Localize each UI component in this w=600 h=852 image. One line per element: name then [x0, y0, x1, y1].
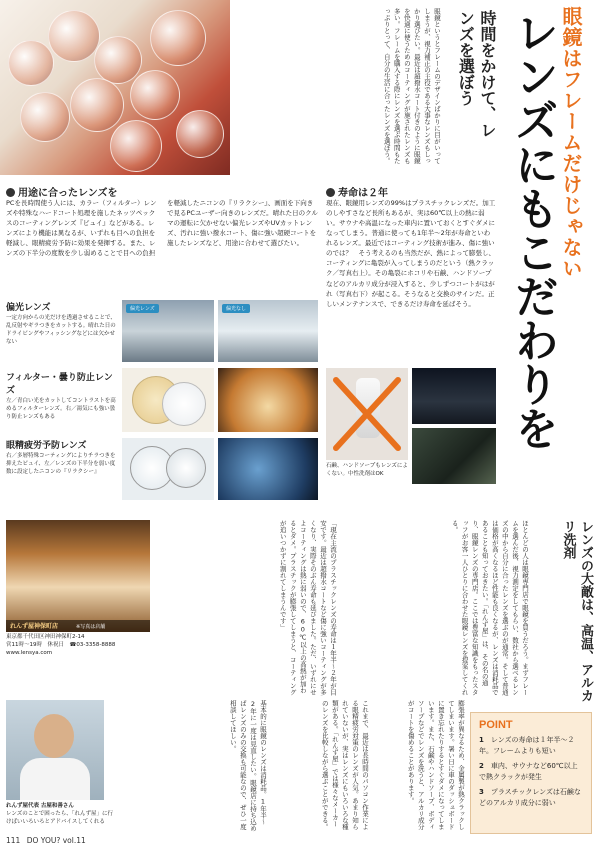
last-col-1: 膨張率が異なるため、金属製が熱クラックしてしまいます。暑い日に車のダッシュボードに置き忘れたりするとすぐダメになってしまいます。また、石鹸やハンドソープ、ボディソープなどでレンズを洗うと、アルカリ成分がコートを傷めることがあります。 — [406, 700, 465, 830]
lens-type-desc: 右／多層特殊コーティングによりチラつきを抑えたピュイ、左／レンズの下半分を弱い度数に設定したニコンの『リラクシー』 — [6, 453, 116, 475]
coat-peel-photo — [412, 428, 496, 484]
last-col-2: これまで、最近は長時間のパソコン作業による眼精疲労対策のレンズが人気。あまり知られていないが、実はレンズにもいろいろな種類がある。「れんず屋」では様々なメーカーのレンズを比較しながら選ぶことができる。 — [320, 700, 369, 830]
lens-type-name: フィルター・曇り防止レンズ — [6, 373, 113, 396]
tag-no-polarized: 偏光なし — [222, 304, 250, 313]
magazine-vol: vol.11 — [62, 836, 86, 845]
life-heading: 寿命は２年 — [326, 184, 388, 199]
person-quote: レンズのことで困ったら、「れんず屋」に行けばいいろいろとアドバイスしてくれる — [6, 810, 113, 825]
intro-text: 眼鏡というとフレームのデザインばかりに目がいってしまうが、視力補正の主役である大事なレンズもしっかり選びたい。最近は超撥水コート付きのように眼鏡を快適に使うためのコーティングが施されたレンズも多い。フレームを購入する際にレンズを選ぶ時間もたっぷりとって、自分の生活に合ったレンズを選ぼう。 — [382, 8, 441, 164]
enemy-col-1: ほとんどの人は眼鏡専門店で眼鏡を買うだろう。まずフレームを選んだ後、視力測定をしてもらい、数社から選べるレンズの中から自分に合ったレンズを選ぶのが通常。そして普通は価格が高くなるほど性能も良くなるが、レンズは消耗品であることも知っておきたい。「れんず屋」は、その名の通り、眼鏡レンズの専門店。ここでは豊富な知識をもったスタッフがお客一人ひとりに合わせた眼鏡レンズを提案してくれる。 — [450, 520, 529, 696]
lens-type-name: 偏光レンズ — [6, 303, 51, 313]
point-item: 3 プラスチックレンズは石鹸などのアルカリ成分に弱い — [479, 788, 581, 807]
life-body: 現在、眼鏡用レンズの99%はプラスチックレンズだ。加工のしやすさなど長所もあるが、実は60℃以上の熱に弱い。サウナや高温になった車内に置いておくとすぐダメになってしまう。普通に使っても1年半〜2年が寿命といわれるレンズ。最近ではコーティング技術が進み、傷に強いのでは？ そう考えるのも当然だが、熱によって膨張し、コーティングに亀裂が入ってしまうのだという（熱クラック／写真右上）。その亀裂にホコリや石鹸、ハンドソープなどのアルカリ成分が浸入すると、少しずつコートがはがれ（写真右下）が起こる。そうなると交換のサインだ。正しいメンテナンスで、できるだけ寿命を延ばそう。 — [326, 199, 496, 308]
enemy-heading: レンズの大敵は、高温、アルカリ洗剤 — [560, 520, 593, 702]
tag-polarized: 偏光レンズ — [126, 304, 159, 313]
page-footer — [6, 836, 86, 845]
page-title: レンズにもこだわりを — [507, 10, 558, 450]
page-number: 111 — [6, 836, 21, 845]
shop-url: www.lensya.com — [6, 649, 53, 656]
polarized-photo-left — [122, 300, 214, 362]
lens-type-desc: 一定方向からの光だけを透過させることで、乱反射やギラつきをカットする。晴れた日のドライビングやフィッシングなどには欠かせない — [6, 315, 116, 345]
person-photo — [6, 700, 104, 800]
point-box — [470, 712, 592, 834]
person-name: れんず屋代表 古屋和善さん — [6, 803, 74, 809]
purpose-heading: 用途に合ったレンズを — [6, 184, 117, 199]
heading-dot-icon — [6, 188, 15, 197]
shop-photo-sub: ※写真は店舗 — [76, 624, 106, 630]
point-title: POINT — [479, 719, 513, 731]
soap-caption: 石鹸、ハンドソープもレンズによくない。中性洗剤はOK — [326, 463, 408, 477]
eyestrain-photo-left — [122, 438, 214, 500]
hero-lens-photo — [0, 0, 230, 175]
shop-address: 東京都千代田区神田神保町2-14 — [6, 634, 85, 640]
point-item: 2 車内、サウナなど60℃以上で熱クラックが発生 — [479, 762, 578, 781]
lens-type-desc: 左／青白い光をカットしてコントラストを高めるフィルターレンズ。右／湯気にも強い曇り防止レンズもある — [6, 398, 116, 420]
kicker-heading: 時間をかけて、レンズを選ぼう — [456, 10, 497, 138]
shop-photo — [6, 520, 150, 632]
lens-type-eyestrain — [6, 438, 118, 477]
lens-type-filter — [6, 370, 118, 422]
title-sub: 眼鏡はフレームだけじゃない — [559, 6, 583, 279]
last-col-3: 基本的に眼鏡のレンズは消耗品。1年半〜2年に一度は見直したい。眼鏡店に持ち込めばレンズのみの交換も可能なので、ぜひ一度相談してほしい。 — [228, 700, 267, 832]
person-caption — [6, 803, 116, 827]
point-list — [479, 735, 583, 808]
cross-mark-icon — [326, 368, 408, 460]
shop-info — [6, 634, 150, 658]
heading-dot-icon — [326, 188, 335, 197]
filter-lens-photo — [122, 368, 214, 432]
eyestrain-photo-right — [218, 438, 318, 500]
point-item: 1 レンズの寿命は１年半〜２年。フレームよりも短い — [479, 736, 575, 755]
anti-fog-photo — [218, 368, 318, 432]
lens-type-polarized — [6, 300, 118, 347]
heat-crack-photo — [412, 368, 496, 424]
soap-photo — [326, 368, 408, 460]
polarized-photo-right — [218, 300, 318, 362]
shop-hours: 営11時〜19時 休祝日 ☎03-3358-8888 — [6, 641, 116, 648]
shop-photo-label: れんず屋神保町店 — [10, 623, 59, 630]
magazine-name: DO YOU? — [26, 836, 61, 845]
purpose-body: PCを長時間使う人には、カラー（フィルター）レンズや特殊なハードコート処理を施したネッツペックスのコーティングレンズ『ピュイ』などがある。レンズにより機能は異なるが、いずれも目への負担を軽減し、眼精疲労予防に効果を発揮する。また、レンズの下半分の度数を少し弱めることで目への負担を軽減したニコンの『リラクシー』、画面を下向きで見るPCユーザー向きのレンズだ。晴れた日のクルマの運転に欠かせない偏光レンズやUVカットレンズ、汚れに強い撥水コート、傷に強い超硬コートを施したレンズなど、用途に合わせて選びたい。 — [6, 199, 318, 258]
lens-type-name: 眼精疲労予防レンズ — [6, 441, 87, 451]
enemy-col-2: 「現在主流のプラスチックレンズの寿命は１年半〜２年が目安です。最近は超撥水コートなど傷に強いコーティングが多くなり、実際そのぶん寿命も延びました。ただ、いずれにせよコーティングは熱に弱いので、60℃以上の高熱が加わるとダメ。プラスチックが膨張してしまうと、コーティングが追いつかずに割れてしまうんです」 — [278, 520, 337, 696]
